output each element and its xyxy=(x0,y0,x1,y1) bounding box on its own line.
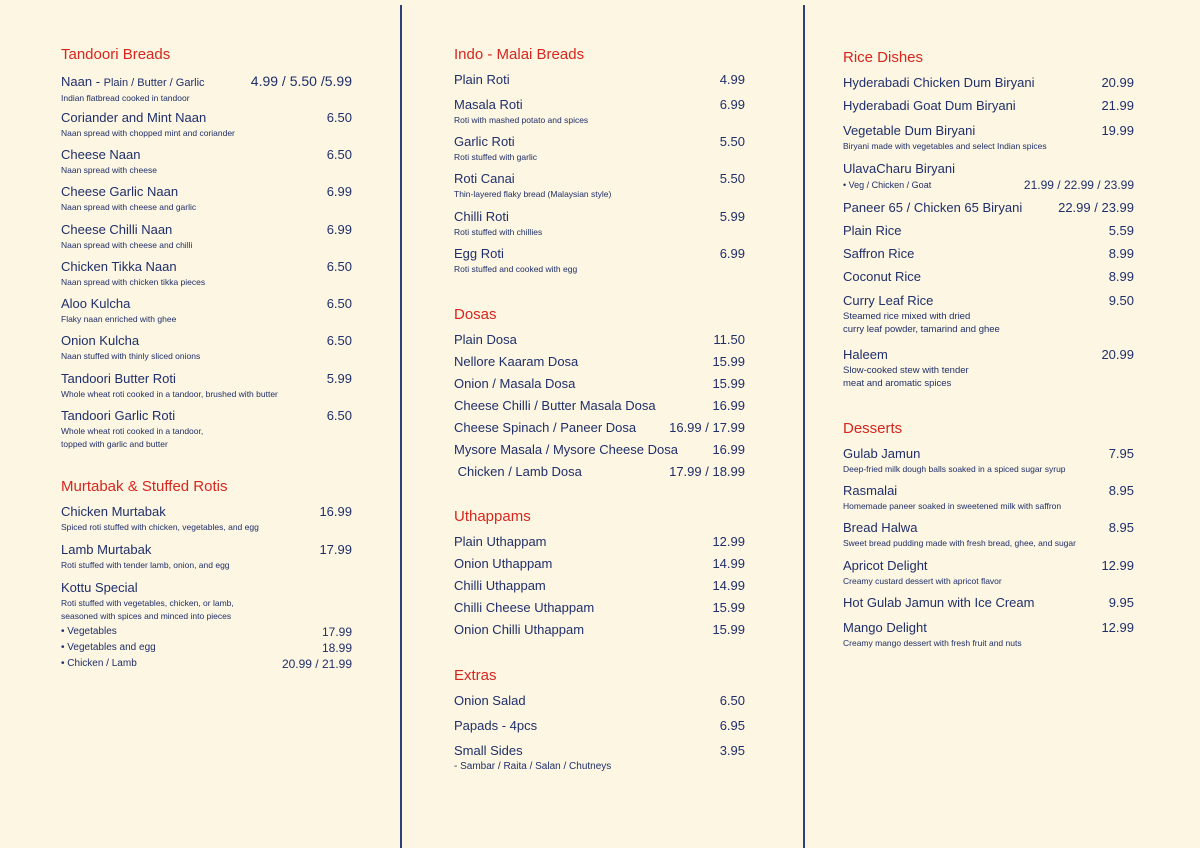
item-name: Chicken / Lamb Dosa xyxy=(454,464,582,479)
item-description: Creamy custard dessert with apricot flavor xyxy=(843,576,1002,586)
menu-item xyxy=(454,420,745,436)
item-price: 19.99 xyxy=(1101,123,1134,138)
menu-item xyxy=(843,75,1134,91)
option-price: 18.99 xyxy=(321,641,352,655)
item-price: 12.99 xyxy=(1101,620,1134,635)
item-price: 6.99 xyxy=(326,184,352,199)
item-name: Paneer 65 / Chicken 65 Biryani xyxy=(843,200,1023,215)
item-price: 11.50 xyxy=(713,332,745,347)
item-description: Biryani made with vegetables and select Indian spices xyxy=(843,141,1047,151)
item-name: Onion Salad xyxy=(454,693,526,708)
menu-item xyxy=(454,398,745,414)
option-price: 21.99 / 22.99 / 23.99 xyxy=(1023,178,1134,192)
item-description-line-2: seasoned with spices and minced into pieces xyxy=(61,611,232,621)
menu-item xyxy=(454,718,745,734)
section-title: Rice Dishes xyxy=(843,49,924,66)
section-title: Tandoori Breads xyxy=(61,46,171,63)
item-price: 15.99 xyxy=(712,622,745,637)
item-price: 5.50 xyxy=(719,171,745,186)
menu-item xyxy=(61,259,352,288)
menu-item xyxy=(454,693,745,709)
item-price: 6.99 xyxy=(719,97,745,112)
menu-item xyxy=(454,622,745,638)
item-name: Plain Dosa xyxy=(454,332,517,347)
item-description: Roti with mashed potato and spices xyxy=(454,115,589,125)
section-title: Extras xyxy=(454,667,497,684)
item-description-line-2: topped with garlic and butter xyxy=(61,439,168,449)
item-description: Roti stuffed with tender lamb, onion, and egg xyxy=(61,560,230,570)
item-description: Naan spread with cheese and garlic xyxy=(61,202,197,212)
item-description: Roti stuffed with chillies xyxy=(454,227,543,237)
item-name: UlavaCharu Biryani xyxy=(843,161,955,176)
item-name: Onion Uthappam xyxy=(454,556,553,571)
menu-item xyxy=(843,200,1134,216)
menu-item xyxy=(454,464,745,480)
item-price: 6.50 xyxy=(326,408,352,423)
item-name: Chilli Cheese Uthappam xyxy=(454,600,595,615)
item-option xyxy=(61,624,352,640)
item-price: 15.99 xyxy=(712,600,745,615)
section-title: Indo - Malai Breads xyxy=(454,46,585,63)
menu-item xyxy=(843,595,1134,611)
column-divider-left xyxy=(400,5,402,848)
item-description: Slow-cooked stew with tender xyxy=(843,365,969,376)
item-name: Onion / Masala Dosa xyxy=(454,376,576,391)
item-price: 16.99 xyxy=(319,504,352,519)
column-divider-right xyxy=(803,5,805,848)
item-name: Haleem xyxy=(843,347,888,362)
section-title: Uthappams xyxy=(454,508,531,525)
item-price: 8.99 xyxy=(1108,246,1134,261)
option-price: 20.99 / 21.99 xyxy=(281,657,352,671)
item-name: Masala Roti xyxy=(454,97,523,112)
menu-item xyxy=(843,246,1134,262)
item-price: 4.99 / 5.50 /5.99 xyxy=(250,73,352,89)
item-name: Plain Uthappam xyxy=(454,534,547,549)
menu-item xyxy=(454,578,745,594)
section-murtabak xyxy=(61,478,352,496)
item-price: 6.50 xyxy=(326,333,352,348)
item-option xyxy=(61,640,352,656)
menu-item xyxy=(61,147,352,176)
item-price: 6.99 xyxy=(326,222,352,237)
menu-item xyxy=(843,446,1134,475)
item-price: 15.99 xyxy=(712,354,745,369)
item-price: 22.99 / 23.99 xyxy=(1058,200,1134,215)
item-option xyxy=(61,656,352,672)
item-name: Naan - xyxy=(61,74,104,89)
item-name: Chicken Murtabak xyxy=(61,504,166,519)
item-price: 5.50 xyxy=(719,134,745,149)
item-name: Kottu Special xyxy=(61,580,138,595)
item-description: Naan spread with cheese and chilli xyxy=(61,240,193,250)
item-name: Egg Roti xyxy=(454,246,504,261)
item-name: Tandoori Butter Roti xyxy=(61,371,176,386)
item-description: Naan spread with chopped mint and coriander xyxy=(61,128,235,138)
item-description: - Sambar / Raita / Salan / Chutneys xyxy=(454,761,612,772)
item-name: Saffron Rice xyxy=(843,246,915,261)
item-price: 17.99 / 18.99 xyxy=(669,464,745,479)
menu-item xyxy=(61,73,352,104)
item-price: 9.95 xyxy=(1108,595,1134,610)
menu-item xyxy=(843,558,1134,587)
item-price: 6.50 xyxy=(326,259,352,274)
item-price: 8.99 xyxy=(1108,269,1134,284)
item-price: 9.50 xyxy=(1108,293,1134,308)
item-price: 6.95 xyxy=(719,718,745,733)
menu-item xyxy=(843,293,1134,336)
menu-item xyxy=(454,134,745,163)
item-price: 14.99 xyxy=(712,556,745,571)
menu-item xyxy=(454,246,745,275)
option-label: • Veg / Chicken / Goat xyxy=(843,180,932,190)
item-price: 5.59 xyxy=(1108,223,1134,238)
item-name: Lamb Murtabak xyxy=(61,542,152,557)
item-description: Spiced roti stuffed with chicken, vegetables, and egg xyxy=(61,522,259,532)
menu-item xyxy=(454,556,745,572)
item-price: 8.95 xyxy=(1108,483,1134,498)
option-label: • Vegetables and egg xyxy=(61,642,156,653)
item-description: Thin-layered flaky bread (Malaysian style) xyxy=(454,189,612,199)
item-description: Naan stuffed with thinly sliced onions xyxy=(61,351,201,361)
menu-item xyxy=(454,354,745,370)
menu-item xyxy=(61,184,352,213)
item-price: 20.99 xyxy=(1101,75,1134,90)
menu-item xyxy=(61,504,352,533)
item-name: Vegetable Dum Biryani xyxy=(843,123,976,138)
item-price: 21.99 xyxy=(1101,98,1134,113)
menu-item xyxy=(454,376,745,392)
item-description: Steamed rice mixed with dried xyxy=(843,311,971,322)
menu-item xyxy=(454,209,745,238)
section-uthappams xyxy=(454,508,745,526)
item-name: Small Sides xyxy=(454,743,523,758)
menu-item xyxy=(454,97,745,126)
item-name: Chilli Roti xyxy=(454,209,509,224)
item-price: 8.95 xyxy=(1108,520,1134,535)
menu-item xyxy=(454,743,745,773)
item-name: Hot Gulab Jamun with Ice Cream xyxy=(843,595,1035,610)
item-description: Flaky naan enriched with ghee xyxy=(61,314,177,324)
item-description: Roti stuffed with garlic xyxy=(454,152,537,162)
item-description: Naan spread with chicken tikka pieces xyxy=(61,277,206,287)
item-price: 16.99 xyxy=(712,442,745,457)
item-price: 3.95 xyxy=(719,743,745,758)
item-name: Cheese Garlic Naan xyxy=(61,184,179,199)
menu-item xyxy=(454,442,745,458)
item-price: 17.99 xyxy=(319,542,352,557)
item-price: 12.99 xyxy=(712,534,745,549)
section-rice-dishes xyxy=(843,49,1134,67)
item-description-line-2: meat and aromatic spices xyxy=(843,378,952,389)
item-name: Coconut Rice xyxy=(843,269,922,284)
item-name: Aloo Kulcha xyxy=(61,296,131,311)
item-description: Creamy mango dessert with fresh fruit and nuts xyxy=(843,638,1022,648)
section-indo-malai-breads xyxy=(454,46,745,64)
item-description: Homemade paneer soaked in sweetened milk with saffron xyxy=(843,501,1062,511)
item-price: 16.99 xyxy=(712,398,745,413)
item-description: Roti stuffed with vegetables, chicken, or lamb, xyxy=(61,598,234,608)
menu-item xyxy=(454,72,745,88)
menu-item xyxy=(61,110,352,139)
item-price: 6.50 xyxy=(326,296,352,311)
menu-item xyxy=(61,408,352,450)
item-price: 6.50 xyxy=(326,110,352,125)
option-label: • Chicken / Lamb xyxy=(61,658,137,669)
item-description: Roti stuffed and cooked with egg xyxy=(454,264,578,274)
item-name: Plain Rice xyxy=(843,223,902,238)
item-price: 16.99 / 17.99 xyxy=(669,420,745,435)
item-price: 12.99 xyxy=(1101,558,1134,573)
item-description: Naan spread with cheese xyxy=(61,165,157,175)
menu-item xyxy=(843,483,1134,512)
item-name: Onion Chilli Uthappam xyxy=(454,622,585,637)
item-name: Rasmalai xyxy=(843,483,898,498)
item-name: Roti Canai xyxy=(454,171,515,186)
item-name: Apricot Delight xyxy=(843,558,928,573)
item-name: Coriander and Mint Naan xyxy=(61,110,207,125)
item-name: Mango Delight xyxy=(843,620,927,635)
item-description: Sweet bread pudding made with fresh bread, ghee, and sugar xyxy=(843,538,1076,548)
menu-item xyxy=(61,371,352,400)
item-name: Hyderabadi Chicken Dum Biryani xyxy=(843,75,1035,90)
item-description: Whole wheat roti cooked in a tandoor, xyxy=(61,426,204,436)
section-title: Murtabak & Stuffed Rotis xyxy=(61,478,228,495)
item-price: 6.50 xyxy=(326,147,352,162)
menu-item xyxy=(843,161,1134,193)
menu-item xyxy=(61,296,352,325)
section-extras xyxy=(454,667,745,685)
menu-item xyxy=(454,600,745,616)
menu-item xyxy=(61,580,352,672)
section-title: Dosas xyxy=(454,306,497,323)
menu-item xyxy=(843,123,1134,152)
menu-item xyxy=(843,269,1134,285)
menu-item xyxy=(61,333,352,362)
item-name: Plain Roti xyxy=(454,72,510,87)
menu-item xyxy=(61,542,352,571)
item-name: Cheese Naan xyxy=(61,147,141,162)
item-price: 6.50 xyxy=(719,693,745,708)
item-name: Papads - 4pcs xyxy=(454,718,538,733)
option-label: • Vegetables xyxy=(61,626,117,637)
item-name: Nellore Kaaram Dosa xyxy=(454,354,579,369)
item-name: Chilli Uthappam xyxy=(454,578,546,593)
item-price: 6.99 xyxy=(719,246,745,261)
menu-item xyxy=(843,223,1134,239)
item-name: Cheese Spinach / Paneer Dosa xyxy=(454,420,637,435)
item-price: 20.99 xyxy=(1101,347,1134,362)
item-name: Tandoori Garlic Roti xyxy=(61,408,176,423)
section-tandoori-breads xyxy=(61,46,352,64)
item-name: Cheese Chilli Naan xyxy=(61,222,173,237)
item-name: Garlic Roti xyxy=(454,134,515,149)
menu-item xyxy=(843,347,1134,390)
item-price: 7.95 xyxy=(1108,446,1134,461)
item-name: Hyderabadi Goat Dum Biryani xyxy=(843,98,1016,113)
item-price: 4.99 xyxy=(719,72,745,87)
item-name: Curry Leaf Rice xyxy=(843,293,934,308)
item-name: Bread Halwa xyxy=(843,520,918,535)
item-description: Whole wheat roti cooked in a tandoor, brushed with butter xyxy=(61,389,278,399)
item-options: Plain / Butter / Garlic xyxy=(103,77,205,89)
item-option xyxy=(843,177,1134,193)
item-name: Cheese Chilli / Butter Masala Dosa xyxy=(454,398,656,413)
menu-item xyxy=(454,534,745,550)
item-price: 5.99 xyxy=(326,371,352,386)
item-name: Gulab Jamun xyxy=(843,446,921,461)
option-price: 17.99 xyxy=(321,625,352,639)
item-name: Onion Kulcha xyxy=(61,333,140,348)
menu-item xyxy=(843,98,1134,114)
section-title: Desserts xyxy=(843,420,903,437)
menu-item xyxy=(454,332,745,348)
menu-item xyxy=(843,620,1134,649)
item-price: 15.99 xyxy=(712,376,745,391)
section-desserts xyxy=(843,420,1134,438)
menu-item xyxy=(454,171,745,200)
item-description-line-2: curry leaf powder, tamarind and ghee xyxy=(843,324,1000,335)
menu-item xyxy=(61,222,352,251)
section-dosas xyxy=(454,306,745,324)
item-name: Chicken Tikka Naan xyxy=(61,259,177,274)
item-name: Mysore Masala / Mysore Cheese Dosa xyxy=(454,442,678,457)
item-price: 5.99 xyxy=(719,209,745,224)
item-description: Indian flatbread cooked in tandoor xyxy=(61,93,190,103)
item-price: 14.99 xyxy=(712,578,745,593)
menu-item xyxy=(843,520,1134,549)
item-description: Deep-fried milk dough balls soaked in a spiced sugar syrup xyxy=(843,464,1066,474)
